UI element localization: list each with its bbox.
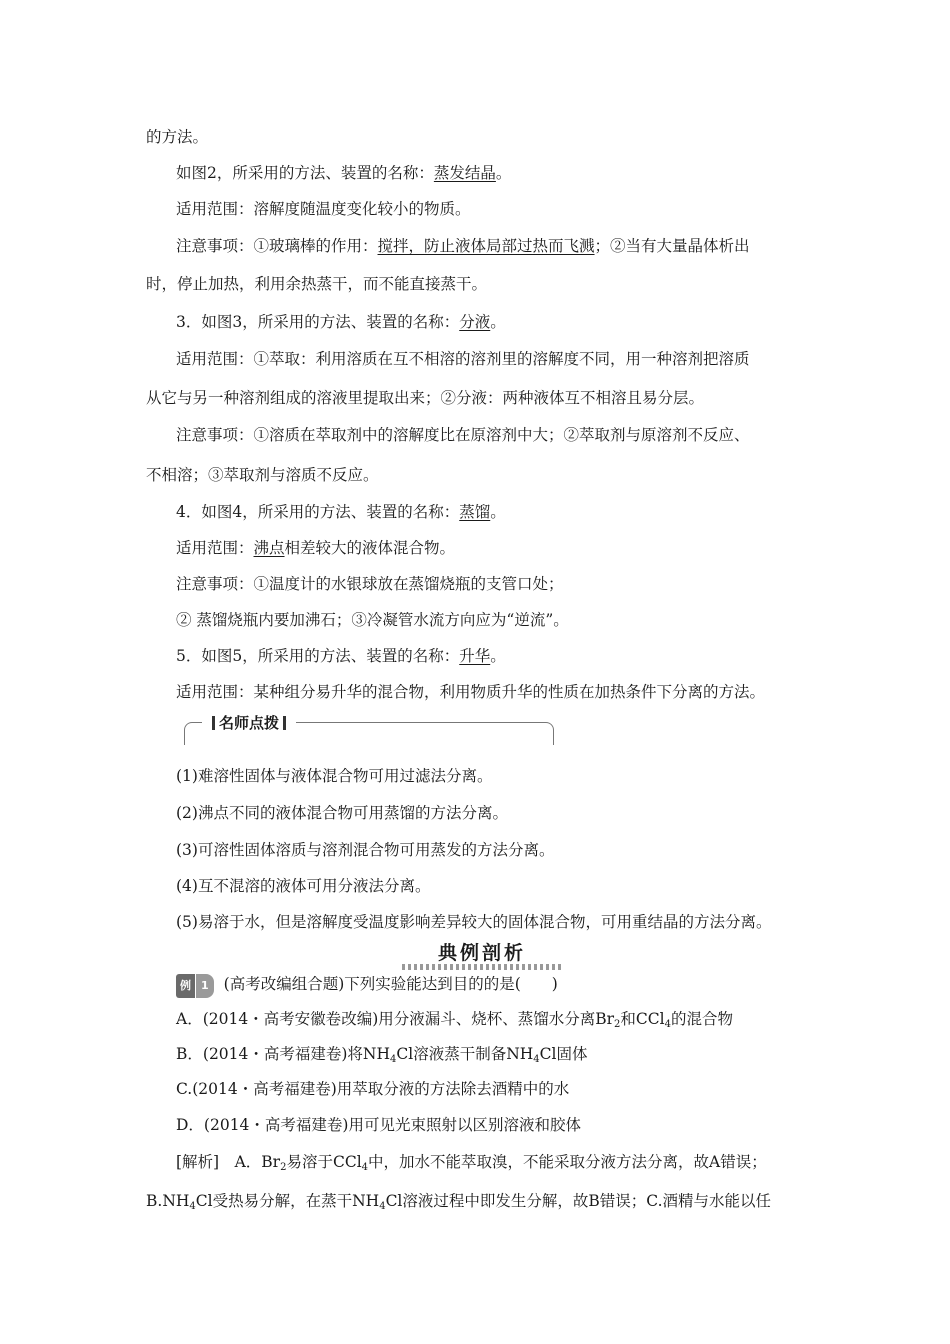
text-span: 和CCl xyxy=(620,1010,665,1028)
option-a xyxy=(176,1008,733,1036)
text-span: (1)难溶性固体与液体混合物可用过滤法分离。 xyxy=(176,767,493,785)
text-line xyxy=(176,681,765,703)
section-title xyxy=(420,940,544,966)
text-span: Cl固体 xyxy=(539,1045,588,1063)
text-span: 不相溶；③萃取剂与溶质不反应。 xyxy=(146,466,379,484)
text-span: 适用范围：某种组分易升华的混合物，利用物质升华的性质在加热条件下分离的方法。 xyxy=(176,683,766,701)
text-span: 2 xyxy=(280,1162,287,1173)
text-line xyxy=(176,348,750,370)
dotted-underline xyxy=(402,964,562,970)
tip-item xyxy=(176,802,508,824)
text-span: ② 蒸馏烧瓶内要加沸石；③冷凝管水流方向应为“逆流”。 xyxy=(176,611,569,629)
text-span: B．(2014・高考福建卷)将NH xyxy=(176,1045,391,1063)
text-span: 中，加水不能萃取溴，不能采取分液方法分离，故A错误； xyxy=(368,1153,767,1171)
text-span: Cl溶液过程中即发生分解，故B错误；C.酒精与水能以任 xyxy=(385,1192,772,1210)
answer-underline: 升华 xyxy=(459,647,491,665)
text-span: 的混合物 xyxy=(670,1010,733,1028)
text-span: 相差较大的液体混合物。 xyxy=(284,539,456,557)
text-line xyxy=(176,235,750,257)
answer-underline: 搅拌，防止液体局部过热而飞溅 xyxy=(377,237,595,255)
text-span: 。 xyxy=(495,164,512,182)
text-span: 注意事项：①溶质在萃取剂中的溶解度比在原溶剂中大；②萃取剂与原溶剂不反应、 xyxy=(176,426,750,444)
text-span: (2)沸点不同的液体混合物可用蒸馏的方法分离。 xyxy=(176,804,508,822)
option-c xyxy=(176,1078,569,1100)
text-span: 如图2，所采用的方法、装置的名称： xyxy=(176,164,434,182)
bar-icon xyxy=(212,716,215,730)
text-span: 易溶于CCl xyxy=(286,1153,362,1171)
text-span: 适用范围： xyxy=(176,539,254,557)
text-span: 3．如图3，所采用的方法、装置的名称： xyxy=(176,313,460,331)
text-line xyxy=(146,387,704,409)
text-span: 4 xyxy=(390,1054,397,1065)
answer-underline: 沸点 xyxy=(253,539,285,557)
text-span: 4 xyxy=(533,1054,540,1065)
tip-item xyxy=(176,765,492,787)
text-span: 。 xyxy=(490,503,506,521)
bar-icon xyxy=(283,716,286,730)
text-line xyxy=(176,198,471,220)
text-span: [解析] A．Br xyxy=(176,1153,281,1171)
text-span: 4 xyxy=(664,1019,671,1030)
option-d xyxy=(176,1114,581,1136)
answer-underline: 蒸发结晶 xyxy=(433,164,496,182)
text-span: D．(2014・高考福建卷)用可见光束照射以区别溶液和胶体 xyxy=(176,1116,581,1134)
analysis-line xyxy=(146,1190,771,1218)
text-line xyxy=(176,162,511,184)
text-line xyxy=(146,464,379,486)
tips-title xyxy=(202,712,296,734)
text-span: ；②当有大量晶体析出 xyxy=(594,237,750,255)
text-span: 。 xyxy=(490,647,506,665)
text-span: C.(2014・高考福建卷)用萃取分液的方法除去酒精中的水 xyxy=(176,1080,570,1098)
text-span: 注意事项：①玻璃棒的作用： xyxy=(176,237,378,255)
text-line xyxy=(176,537,455,559)
example-number: 1 xyxy=(196,974,214,998)
text-span: Cl溶液蒸干制备NH xyxy=(396,1045,534,1063)
option-b xyxy=(176,1043,588,1071)
text-span: 5．如图5，所采用的方法、装置的名称： xyxy=(176,647,460,665)
text-span: 4．如图4，所采用的方法、装置的名称： xyxy=(176,503,460,521)
text-span: 典例剖析 xyxy=(437,942,526,964)
text-line xyxy=(176,424,750,446)
text-line xyxy=(146,126,208,148)
text-span: 从它与另一种溶剂组成的溶液里提取出来；②分液：两种液体互不相溶且易分层。 xyxy=(146,389,705,407)
text-span: 4 xyxy=(189,1201,196,1212)
text-span: 名师点拨 xyxy=(219,714,280,732)
example-question xyxy=(176,973,558,998)
example-badge: 例 xyxy=(176,974,195,998)
text-span: 注意事项：①温度计的水银球放在蒸馏烧瓶的支管口处； xyxy=(176,575,564,593)
text-span: 适用范围：溶解度随温度变化较小的物质。 xyxy=(176,200,471,218)
text-span: 适用范围：①萃取：利用溶质在互不相溶的溶剂里的溶解度不同，用一种溶剂把溶质 xyxy=(176,350,750,368)
text-span: (5)易溶于水，但是溶解度受温度影响差异较大的固体混合物，可用重结晶的方法分离。 xyxy=(176,913,772,931)
text-span: 4 xyxy=(379,1201,386,1212)
text-span: 2 xyxy=(614,1019,621,1030)
tip-item xyxy=(176,839,554,861)
text-span: (4)互不混溶的液体可用分液法分离。 xyxy=(176,877,431,895)
text-span: B.NH xyxy=(146,1192,190,1210)
text-line xyxy=(146,273,487,295)
text-span: 时，停止加热，利用余热蒸干，而不能直接蒸干。 xyxy=(146,275,488,293)
answer-underline: 分液 xyxy=(459,313,491,331)
answer-underline: 蒸馏 xyxy=(459,503,491,521)
text-span: 。 xyxy=(490,313,506,331)
text-line xyxy=(176,501,506,523)
text-span: (高考改编组合题)下列实验能达到目的的是( ) xyxy=(223,975,558,993)
text-line xyxy=(176,573,564,595)
text-span: A．(2014・高考安徽卷改编)用分液漏斗、烧杯、蒸馏水分离Br xyxy=(176,1010,615,1028)
tip-item xyxy=(176,875,430,897)
text-line xyxy=(176,311,506,333)
text-line xyxy=(176,645,506,667)
text-span: 的方法。 xyxy=(146,128,209,146)
text-line xyxy=(176,609,569,631)
text-span: 4 xyxy=(361,1162,369,1173)
text-span: (3)可溶性固体溶质与溶剂混合物可用蒸发的方法分离。 xyxy=(176,841,555,859)
text-span: Cl受热易分解，在蒸干NH xyxy=(195,1192,380,1210)
tip-item xyxy=(176,911,771,933)
analysis-line xyxy=(176,1151,767,1179)
